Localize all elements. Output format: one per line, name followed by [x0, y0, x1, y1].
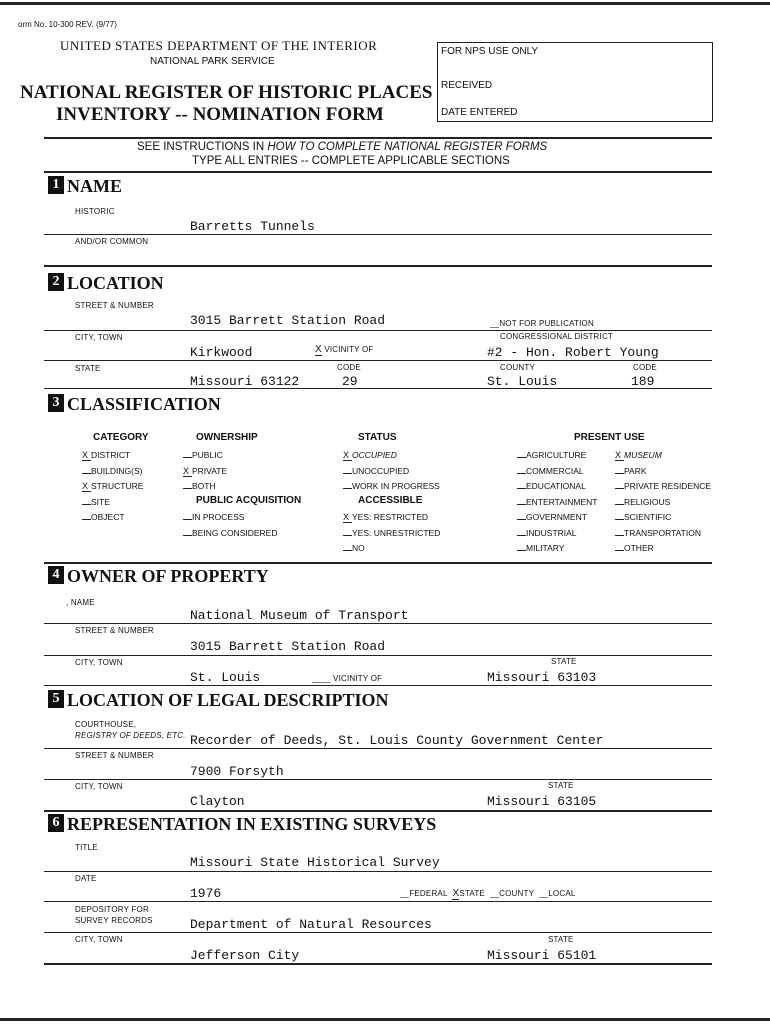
classification-option[interactable]	[615, 512, 671, 522]
nps-use-only-box	[437, 42, 713, 122]
rule	[44, 932, 712, 933]
rule	[44, 871, 712, 872]
historic-name-field[interactable]: Barretts Tunnels	[190, 219, 315, 234]
option-mark	[82, 504, 91, 505]
date-entered-label: DATE ENTERED	[441, 107, 518, 118]
option-label: MUSEUM	[624, 450, 662, 460]
instructions-line2: TYPE ALL ENTRIES -- COMPLETE APPLICABLE SECTIONS	[192, 155, 510, 167]
option-label: NO	[352, 543, 365, 553]
option-label: IN PROCESS	[192, 512, 245, 522]
location-street-field[interactable]: 3015 Barrett Station Road	[190, 313, 386, 328]
owner-street-field[interactable]: 3015 Barrett Station Road	[190, 639, 386, 654]
rule	[44, 810, 712, 812]
option-label: UNOCCUPIED	[352, 465, 410, 476]
text: VICINITY OF	[333, 674, 383, 683]
option-mark	[183, 457, 192, 458]
depository-field[interactable]: Department of Natural Resources	[190, 917, 432, 932]
option-label: PARK	[624, 465, 647, 476]
legal-street-label: STREET & NUMBER	[75, 751, 154, 760]
section-4-heading	[48, 566, 269, 587]
section-2-number: 2	[48, 273, 64, 291]
option-mark	[343, 535, 352, 536]
classification-option[interactable]	[517, 481, 586, 491]
option-mark: X	[183, 466, 192, 477]
classification-option[interactable]	[82, 512, 125, 522]
option-label: YES: RESTRICTED	[352, 512, 429, 522]
section-6-title: REPRESENTATION IN EXISTING SURVEYS	[67, 814, 437, 834]
depository-city-field[interactable]: Jefferson City	[190, 948, 300, 963]
rule	[44, 330, 712, 331]
option-label: OTHER	[624, 543, 654, 553]
section-5-number: 5	[48, 690, 64, 708]
present-use-header: PRESENT USE	[574, 432, 645, 443]
option-mark	[183, 488, 192, 489]
classification-option[interactable]	[82, 466, 142, 476]
local-option[interactable]	[539, 889, 576, 898]
classification-option[interactable]	[343, 543, 365, 553]
option-label: YES: UNRESTRICTED	[352, 527, 441, 538]
text: NOT FOR PUBLICATION	[499, 319, 594, 328]
option-mark	[615, 504, 624, 505]
owner-state-field[interactable]: Missouri 63103	[487, 670, 597, 685]
option-mark: X	[82, 481, 91, 492]
department-name: UNITED STATES DEPARTMENT OF THE INTERIOR	[60, 38, 378, 53]
classification-option[interactable]	[517, 466, 584, 476]
county-code-label: CODE	[633, 363, 657, 372]
text: FEDERAL	[409, 889, 448, 898]
federal-option[interactable]	[400, 889, 448, 898]
text: ,	[66, 598, 71, 607]
section-4-title: OWNER OF PROPERTY	[67, 566, 269, 586]
classification-option[interactable]	[517, 497, 597, 507]
survey-date-field[interactable]: 1976	[190, 886, 222, 901]
classification-option[interactable]	[82, 481, 143, 492]
rule	[44, 963, 712, 965]
option-label: INDUSTRIAL	[526, 527, 577, 538]
form-title-line2: INVENTORY -- NOMINATION FORM	[56, 104, 384, 125]
owner-vicinity-checkbox[interactable]	[312, 674, 382, 683]
form-number: orm No. 10-300 REV. (9/77)	[18, 20, 117, 29]
state-code-field[interactable]: 29	[342, 374, 358, 389]
courthouse-label: COURTHOUSE,	[75, 720, 137, 729]
option-label: MILITARY	[526, 543, 565, 553]
nps-box-title: FOR NPS USE ONLY	[441, 46, 539, 57]
category-header: CATEGORY	[93, 432, 149, 443]
rule	[44, 234, 712, 235]
location-state-field[interactable]: Missouri 63122	[190, 374, 300, 389]
instructions-line1	[137, 141, 547, 153]
section-6-number: 6	[48, 814, 64, 832]
owner-name-label	[66, 598, 95, 607]
text: X	[452, 888, 460, 899]
classification-option[interactable]	[343, 512, 428, 523]
option-mark	[82, 519, 91, 520]
classification-option[interactable]	[183, 528, 278, 538]
text: X	[315, 344, 322, 355]
section-3-number: 3	[48, 394, 64, 412]
section-2-heading	[48, 273, 164, 294]
classification-option[interactable]	[615, 543, 654, 553]
option-label: GOVERNMENT	[526, 512, 587, 522]
rule	[44, 655, 712, 656]
text: LOCAL	[548, 889, 576, 898]
option-label: PRIVATE	[192, 465, 228, 476]
rule	[44, 901, 712, 902]
option-label: DISTRICT	[91, 450, 131, 460]
state-code-label: CODE	[337, 363, 361, 372]
classification-option[interactable]	[183, 481, 216, 491]
section-4-number: 4	[48, 566, 64, 584]
city-label: CITY, TOWN	[75, 333, 123, 342]
text: __	[400, 889, 410, 898]
received-label: RECEIVED	[441, 80, 493, 91]
text: ____	[312, 674, 334, 683]
public-acquisition-header: PUBLIC ACQUISITION	[196, 495, 302, 506]
rule	[44, 779, 712, 780]
option-label: TRANSPORTATION	[624, 527, 701, 538]
option-mark	[343, 488, 352, 489]
bottom-border	[0, 1018, 770, 1021]
option-label: OBJECT	[91, 512, 125, 522]
section-2-title: LOCATION	[67, 273, 164, 293]
classification-option[interactable]	[615, 466, 647, 476]
survey-title-label: TITLE	[75, 843, 98, 852]
instructions-rule	[44, 171, 712, 173]
section-6-heading	[48, 814, 436, 835]
option-label: AGRICULTURE	[526, 450, 587, 460]
option-mark	[183, 519, 192, 520]
section-1-number: 1	[48, 176, 64, 194]
congressional-district-label: CONGRESSIONAL DISTRICT	[500, 332, 614, 341]
legal-city-field[interactable]: Clayton	[190, 794, 245, 809]
option-mark	[517, 519, 526, 520]
option-mark: X	[82, 450, 91, 461]
county-option[interactable]	[490, 889, 534, 898]
option-label: BOTH	[192, 481, 216, 491]
option-label: SITE	[91, 496, 110, 507]
classification-option[interactable]	[343, 466, 409, 476]
text: VICINITY OF	[324, 345, 374, 354]
classification-option[interactable]	[517, 543, 564, 553]
owner-state-label: STATE	[551, 657, 577, 666]
text: __	[489, 889, 500, 898]
option-mark: X	[343, 512, 352, 523]
classification-option[interactable]	[183, 466, 227, 477]
street-label: STREET & NUMBER	[75, 301, 154, 310]
text: COUNTY	[499, 889, 535, 898]
depository-state-label: STATE	[548, 935, 574, 944]
legal-state-field[interactable]: Missouri 63105	[487, 794, 597, 809]
location-city-field[interactable]: Kirkwood	[190, 345, 253, 360]
text: __	[538, 889, 549, 898]
option-label: OCCUPIED	[352, 450, 397, 460]
classification-option[interactable]	[183, 512, 244, 522]
historic-label: HISTORIC	[75, 207, 115, 216]
option-mark	[615, 488, 624, 489]
option-mark	[615, 473, 624, 474]
text: NAME	[70, 598, 95, 607]
not-for-publication[interactable]	[490, 319, 594, 328]
county-label: COUNTY	[500, 363, 535, 372]
congressional-district-field[interactable]: #2 - Hon. Robert Young	[487, 345, 659, 360]
ownership-header: OWNERSHIP	[196, 432, 258, 443]
option-mark	[615, 550, 624, 551]
section-3-heading	[48, 394, 221, 415]
owner-city-field[interactable]: St. Louis	[190, 670, 261, 685]
depository-city-label: CITY, TOWN	[75, 935, 123, 944]
option-mark	[343, 473, 352, 474]
depository-label-line1: DEPOSITORY FOR	[75, 905, 149, 914]
option-mark	[517, 504, 526, 505]
classification-option[interactable]	[82, 497, 110, 507]
option-label: STRUCTURE	[91, 481, 144, 491]
option-label: PUBLIC	[192, 450, 223, 460]
option-mark	[343, 550, 352, 551]
option-label: EDUCATIONAL	[526, 481, 586, 491]
survey-type-options	[400, 888, 576, 899]
owner-street-label: STREET & NUMBER	[75, 626, 154, 635]
classification-option[interactable]	[343, 481, 440, 491]
county-field[interactable]: St. Louis	[487, 374, 558, 389]
survey-title-field[interactable]: Missouri State Historical Survey	[190, 855, 440, 870]
survey-date-label: DATE	[75, 874, 97, 883]
option-label: PRIVATE RESIDENCE	[624, 481, 712, 491]
status-header: STATUS	[358, 432, 397, 443]
classification-option[interactable]	[517, 512, 587, 522]
section-5-title: LOCATION OF LEGAL DESCRIPTION	[67, 690, 389, 710]
owner-city-label: CITY, TOWN	[75, 658, 123, 667]
instructions-prefix: SEE INSTRUCTIONS IN	[137, 141, 268, 153]
section-1-heading	[48, 176, 122, 197]
vicinity-checkbox[interactable]	[315, 344, 373, 355]
section-5-heading	[48, 690, 389, 711]
text: STATE	[459, 889, 485, 898]
option-mark	[82, 473, 91, 474]
option-mark	[517, 473, 526, 474]
option-mark	[183, 535, 192, 536]
classification-option[interactable]	[615, 481, 711, 491]
rule	[44, 265, 712, 267]
accessible-header: ACCESSIBLE	[358, 495, 423, 506]
text: __	[490, 319, 500, 328]
registry-label: REGISTRY OF DEEDS, ETC.	[75, 731, 186, 740]
section-3-title: CLASSIFICATION	[67, 394, 221, 414]
legal-city-label: CITY, TOWN	[75, 782, 123, 791]
option-mark	[517, 535, 526, 536]
option-label: COMMERCIAL	[526, 465, 584, 476]
option-mark: X	[615, 450, 624, 461]
option-mark	[615, 535, 624, 536]
state-label: STATE	[75, 364, 101, 373]
classification-option[interactable]	[343, 528, 440, 538]
classification-option[interactable]	[82, 450, 130, 461]
classification-option[interactable]	[615, 450, 662, 461]
county-code-field[interactable]: 189	[631, 374, 655, 389]
legal-street-field[interactable]: 7900 Forsyth	[190, 764, 284, 779]
option-label: BEING CONSIDERED	[192, 527, 278, 538]
section-1-title: NAME	[67, 176, 122, 196]
depository-label-line2: SURVEY RECORDS	[75, 916, 153, 925]
classification-option[interactable]	[517, 528, 577, 538]
classification-option[interactable]	[615, 497, 670, 507]
option-label: RELIGIOUS	[624, 496, 671, 507]
rule	[44, 360, 712, 361]
instructions-italic: HOW TO COMPLETE NATIONAL REGISTER FORMS	[267, 141, 548, 153]
header-rule	[44, 137, 712, 139]
registry-field[interactable]: Recorder of Deeds, St. Louis County Government Center	[190, 733, 604, 748]
rule	[44, 388, 712, 389]
common-name-label: AND/OR COMMON	[75, 237, 149, 246]
rule	[44, 685, 712, 686]
option-label: ENTERTAINMENT	[526, 496, 598, 507]
classification-option[interactable]	[517, 450, 586, 460]
service-name: NATIONAL PARK SERVICE	[150, 56, 275, 67]
classification-option[interactable]	[615, 528, 701, 538]
option-label: WORK IN PROGRESS	[352, 481, 440, 491]
classification-option[interactable]	[183, 450, 223, 460]
option-label: SCIENTIFIC	[624, 512, 672, 522]
state-option[interactable]	[452, 889, 484, 898]
rule	[44, 748, 712, 749]
legal-state-label: STATE	[548, 781, 574, 790]
option-mark	[517, 550, 526, 551]
top-border	[0, 2, 770, 5]
option-label: BUILDING(S)	[91, 465, 143, 476]
form-title-line1: NATIONAL REGISTER OF HISTORIC PLACES	[20, 82, 433, 103]
option-mark	[517, 488, 526, 489]
rule	[44, 623, 712, 624]
option-mark	[615, 519, 624, 520]
option-mark: X	[343, 450, 352, 461]
owner-name-field[interactable]: National Museum of Transport	[190, 608, 409, 623]
option-mark	[517, 457, 526, 458]
depository-state-field[interactable]: Missouri 65101	[487, 948, 597, 963]
rule	[44, 562, 712, 564]
classification-option[interactable]	[343, 450, 397, 461]
